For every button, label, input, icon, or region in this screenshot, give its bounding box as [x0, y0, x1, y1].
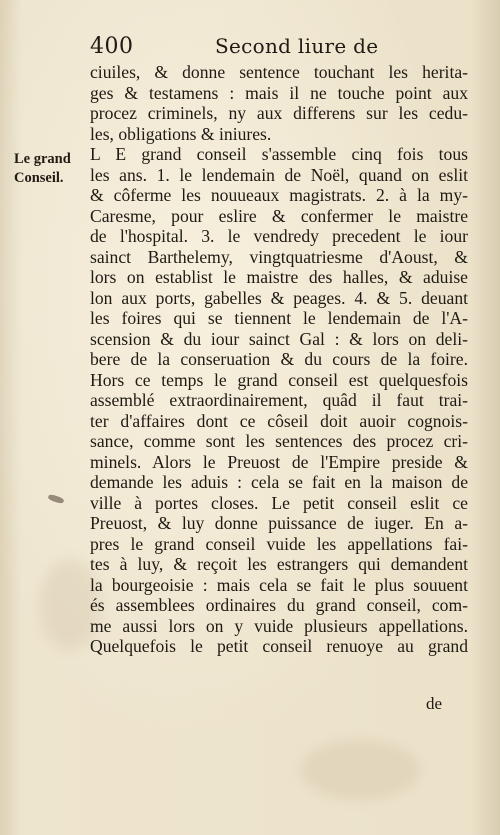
page-header [90, 34, 470, 64]
text-line: tes à luy, & reçoit les estrangers qui demandent [90, 554, 468, 574]
catchword: de [426, 694, 443, 713]
text-line: L E grand conseil s'assemble cinq fois tous [90, 144, 468, 164]
text-line: ville à portes closes. Le petit conseil eslit ce [90, 492, 468, 513]
text-line: ciuiles, & donne sentence touchant les herita- [90, 62, 468, 82]
text-line: és assemblees ordinaires du grand conseil, com- [90, 595, 468, 615]
text-line: les, obligations & iniures. [90, 123, 272, 144]
text-line: minels. Alors le Preuost de l'Empire preside & [90, 451, 468, 472]
text-line: sainct Barthelemy, vingtquatriesme d'Aoust, & [90, 246, 468, 267]
text-line: assemblé extraordinairement, quâd il faut trai- [90, 390, 468, 410]
body-text [90, 62, 468, 657]
text-line: les ans. 1. le lendemain de Noël, quand on eslit [90, 164, 468, 185]
text-line: les foires qui se tiennent le lendemain de l'A- [90, 308, 468, 328]
text-line: lors on establist le maistre des halles, & aduise [90, 267, 468, 287]
text-line: Caresme, pour eslire & confermer le maistre [90, 205, 468, 226]
text-line: bere de la conseruation & du cours de la foire. [90, 349, 468, 369]
text-line: pres le grand conseil vuide les appellations fai- [90, 533, 468, 554]
margin-note [14, 150, 84, 188]
text-line: & côferme les nouueaux magistrats. 2. à la my- [90, 185, 468, 205]
text-line: de l'hospital. 3. le vendredy precedent le iour [90, 226, 468, 246]
text-line: Quelquefois le petit conseil renuoye au grand [90, 636, 468, 656]
text-line: procez criminels, ny aux differens sur les cedu- [90, 103, 468, 123]
text-line: ter d'affaires dont ce côseil doit auoir cognois- [90, 410, 468, 431]
margin-note-line: Le grand [14, 151, 71, 167]
page-number: 400 [90, 34, 134, 59]
text-line: lon aux ports, gabelles & peages. 4. & 5. deuant [90, 287, 468, 308]
text-line: ges & testamens : mais il ne touche point aux [90, 82, 468, 103]
text-line: scension & du iour sainct Gal : & lors on deli- [90, 328, 468, 349]
text-line: sance, comme sont les sentences des procez cri- [90, 431, 468, 451]
text-line: me aussi lors on y vuide plusieurs appellations. [90, 615, 468, 636]
text-line: demande les aduis : cela se fait en la maison de [90, 472, 468, 492]
running-title: Second liure de [215, 34, 379, 58]
text-line: la bourgeoisie : mais cela se fait le plus souuent [90, 574, 468, 595]
margin-note-line: Conseil. [14, 170, 64, 186]
text-line: Preuost, & luy donne puissance de iuger. En a- [90, 513, 468, 533]
paper-stain [300, 740, 420, 800]
text-line: Hors ce temps le grand conseil est quelquesfois [90, 369, 468, 390]
ink-blot [47, 494, 64, 505]
